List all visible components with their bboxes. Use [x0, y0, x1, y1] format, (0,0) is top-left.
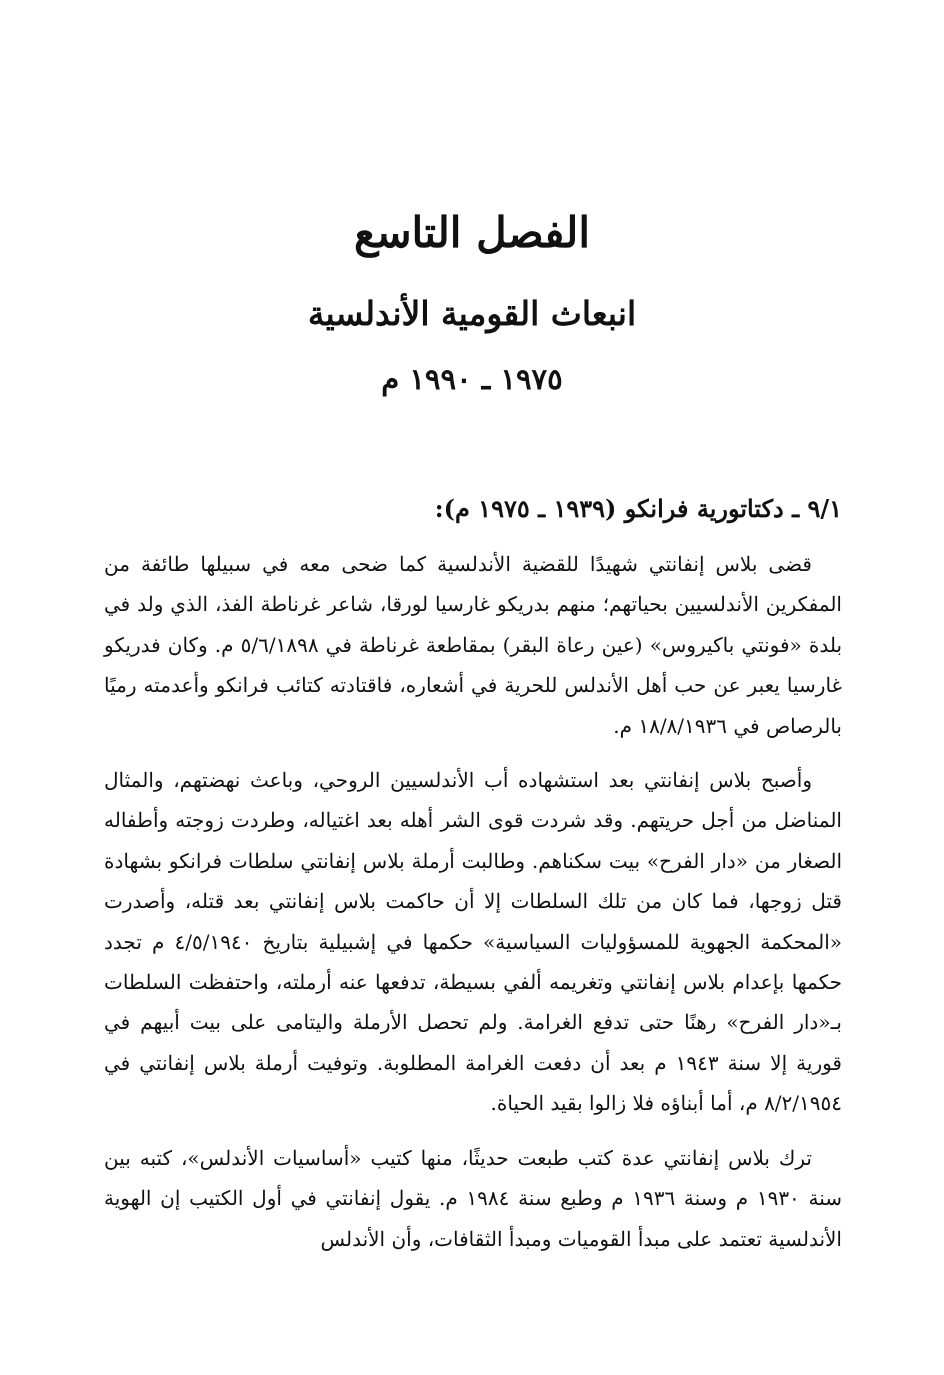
page-body — [104, 488, 842, 1273]
chapter-years: ١٩٧٥ ـ ١٩٩٠ م — [381, 362, 563, 396]
body-paragraph-3: ترك بلاس إنفانتي عدة كتب طبعت حديثًا، منها كتيب «أساسيات الأندلس»، كتبه بين سنة ١٩٣٠ م وسنة ١٩٣٦ م وطبع سنة ١٩٨٤ م. يقول إنفانتي في أول الكتيب إن الهوية الأندلسية تعتمد على مبدأ القوميات ومبدأ الثقافات، وأن الأندلس — [104, 1145, 842, 1251]
chapter-title: الفصل التاسع — [353, 208, 591, 257]
section-heading: ٩/١ ـ دكتاتورية فرانكو (١٩٣٩ ـ ١٩٧٥ م): — [434, 494, 842, 523]
chapter-subtitle: انبعاث القومية الأندلسية — [307, 294, 637, 333]
body-paragraph-1: قضى بلاس إنفانتي شهيدًا للقضية الأندلسية كما ضحى معه في سبيلها طائفة من المفكرين الأندلسيين بحياتهم؛ منهم بدريكو غارسيا لورقا، شاعر غرناطة الفذ، الذي ولد في بلدة «فونتي باكيروس» (عين رعاة البقر) بمقاطعة غرناطة في ٥/٦/١٨٩٨ م. وكان فدريكو غارسيا يعبر عن حب أهل الأندلس للحرية في أشعاره، فاقتادته كتائب فرانكو وأعدمته رميًا بالرصاص في ١٨/٨/١٩٣٦ م. — [104, 552, 843, 738]
body-paragraph-2: وأصبح بلاس إنفانتي بعد استشهاده أب الأندلسيين الروحي، وباعث نهضتهم، والمثال المناضل من أجل حريتهم. وقد شردت قوى الشر أهله بعد اغتياله، وطردت زوجته وأطفاله الصغار من «دار الفرح» بيت سكناهم. وطالبت أرملة بلاس إنفانتي سلطات فرانكو بشهادة قتل زوجها، فما كان من تلك السلطات إلا أن حاكمت بلاس إنفانتي بعد قتله، وأصدرت «المحكمة الجهوية للمسؤوليات السياسية» حكمها في إشبيلية بتاريخ ٤/٥/١٩٤٠ م تجدد حكمها بإعدام بلاس إنفانتي وتغريمه ألفي بسيطة، تدفعها عنه أرملته، واحتفظت السلطات بـ«دار الفرح» رهنًا حتى تدفع الغرامة. ولم تحصل الأرملة واليتامى على بيت أبيهم في قورية إلا سنة ١٩٤٣ م بعد أن دفعت الغرامة المطلوبة. وتوفيت أرملة بلاس إنفانتي في ٨/٢/١٩٥٤ م، أما أبناؤه فلا زالوا بقيد الحياة. — [104, 768, 842, 1116]
